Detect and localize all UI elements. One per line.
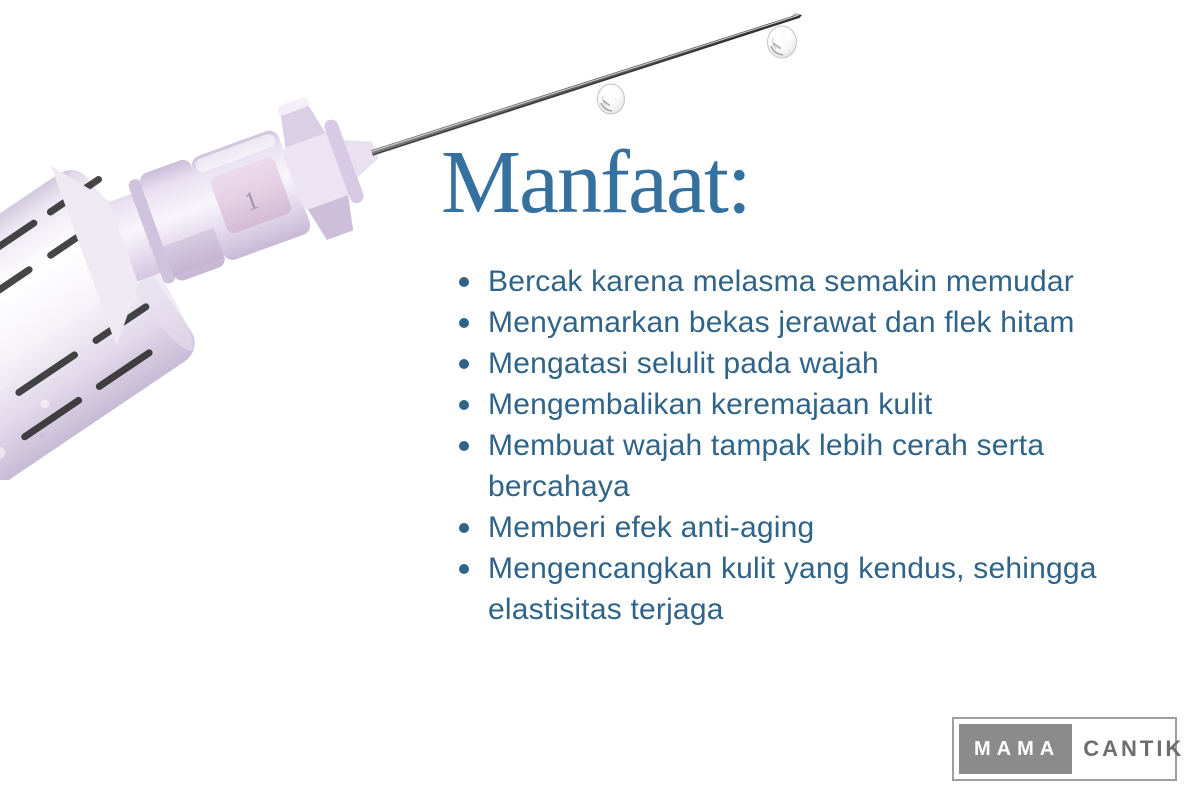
logo-mama-text: MAMA — [974, 737, 1061, 760]
benefits-list — [455, 261, 1111, 630]
syringe-hub — [51, 60, 408, 346]
water-droplet-mid — [598, 84, 625, 114]
benefit-item: Memberi efek anti-aging — [455, 507, 1111, 548]
logo-cantik-text: CANTIK — [1083, 736, 1185, 761]
hub-marking: 1 — [240, 185, 263, 217]
logo-mama-box — [959, 724, 1072, 774]
water-droplet-tip — [768, 26, 797, 58]
benefit-item: Mengencangkan kulit yang kendus, sehingga elastisitas terjaga — [455, 548, 1111, 630]
benefit-item: Menyamarkan bekas jerawat dan flek hitam — [455, 302, 1111, 343]
brand-logo — [952, 717, 1185, 781]
benefit-item: Mengatasi selulit pada wajah — [455, 343, 1111, 384]
benefit-item: Membuat wajah tampak lebih cerah serta bercahaya — [455, 425, 1111, 507]
benefit-item: Bercak karena melasma semakin memudar — [455, 261, 1111, 302]
benefit-item: Mengembalikan keremajaan kulit — [455, 384, 1111, 425]
page-title: Manfaat: — [441, 133, 750, 232]
